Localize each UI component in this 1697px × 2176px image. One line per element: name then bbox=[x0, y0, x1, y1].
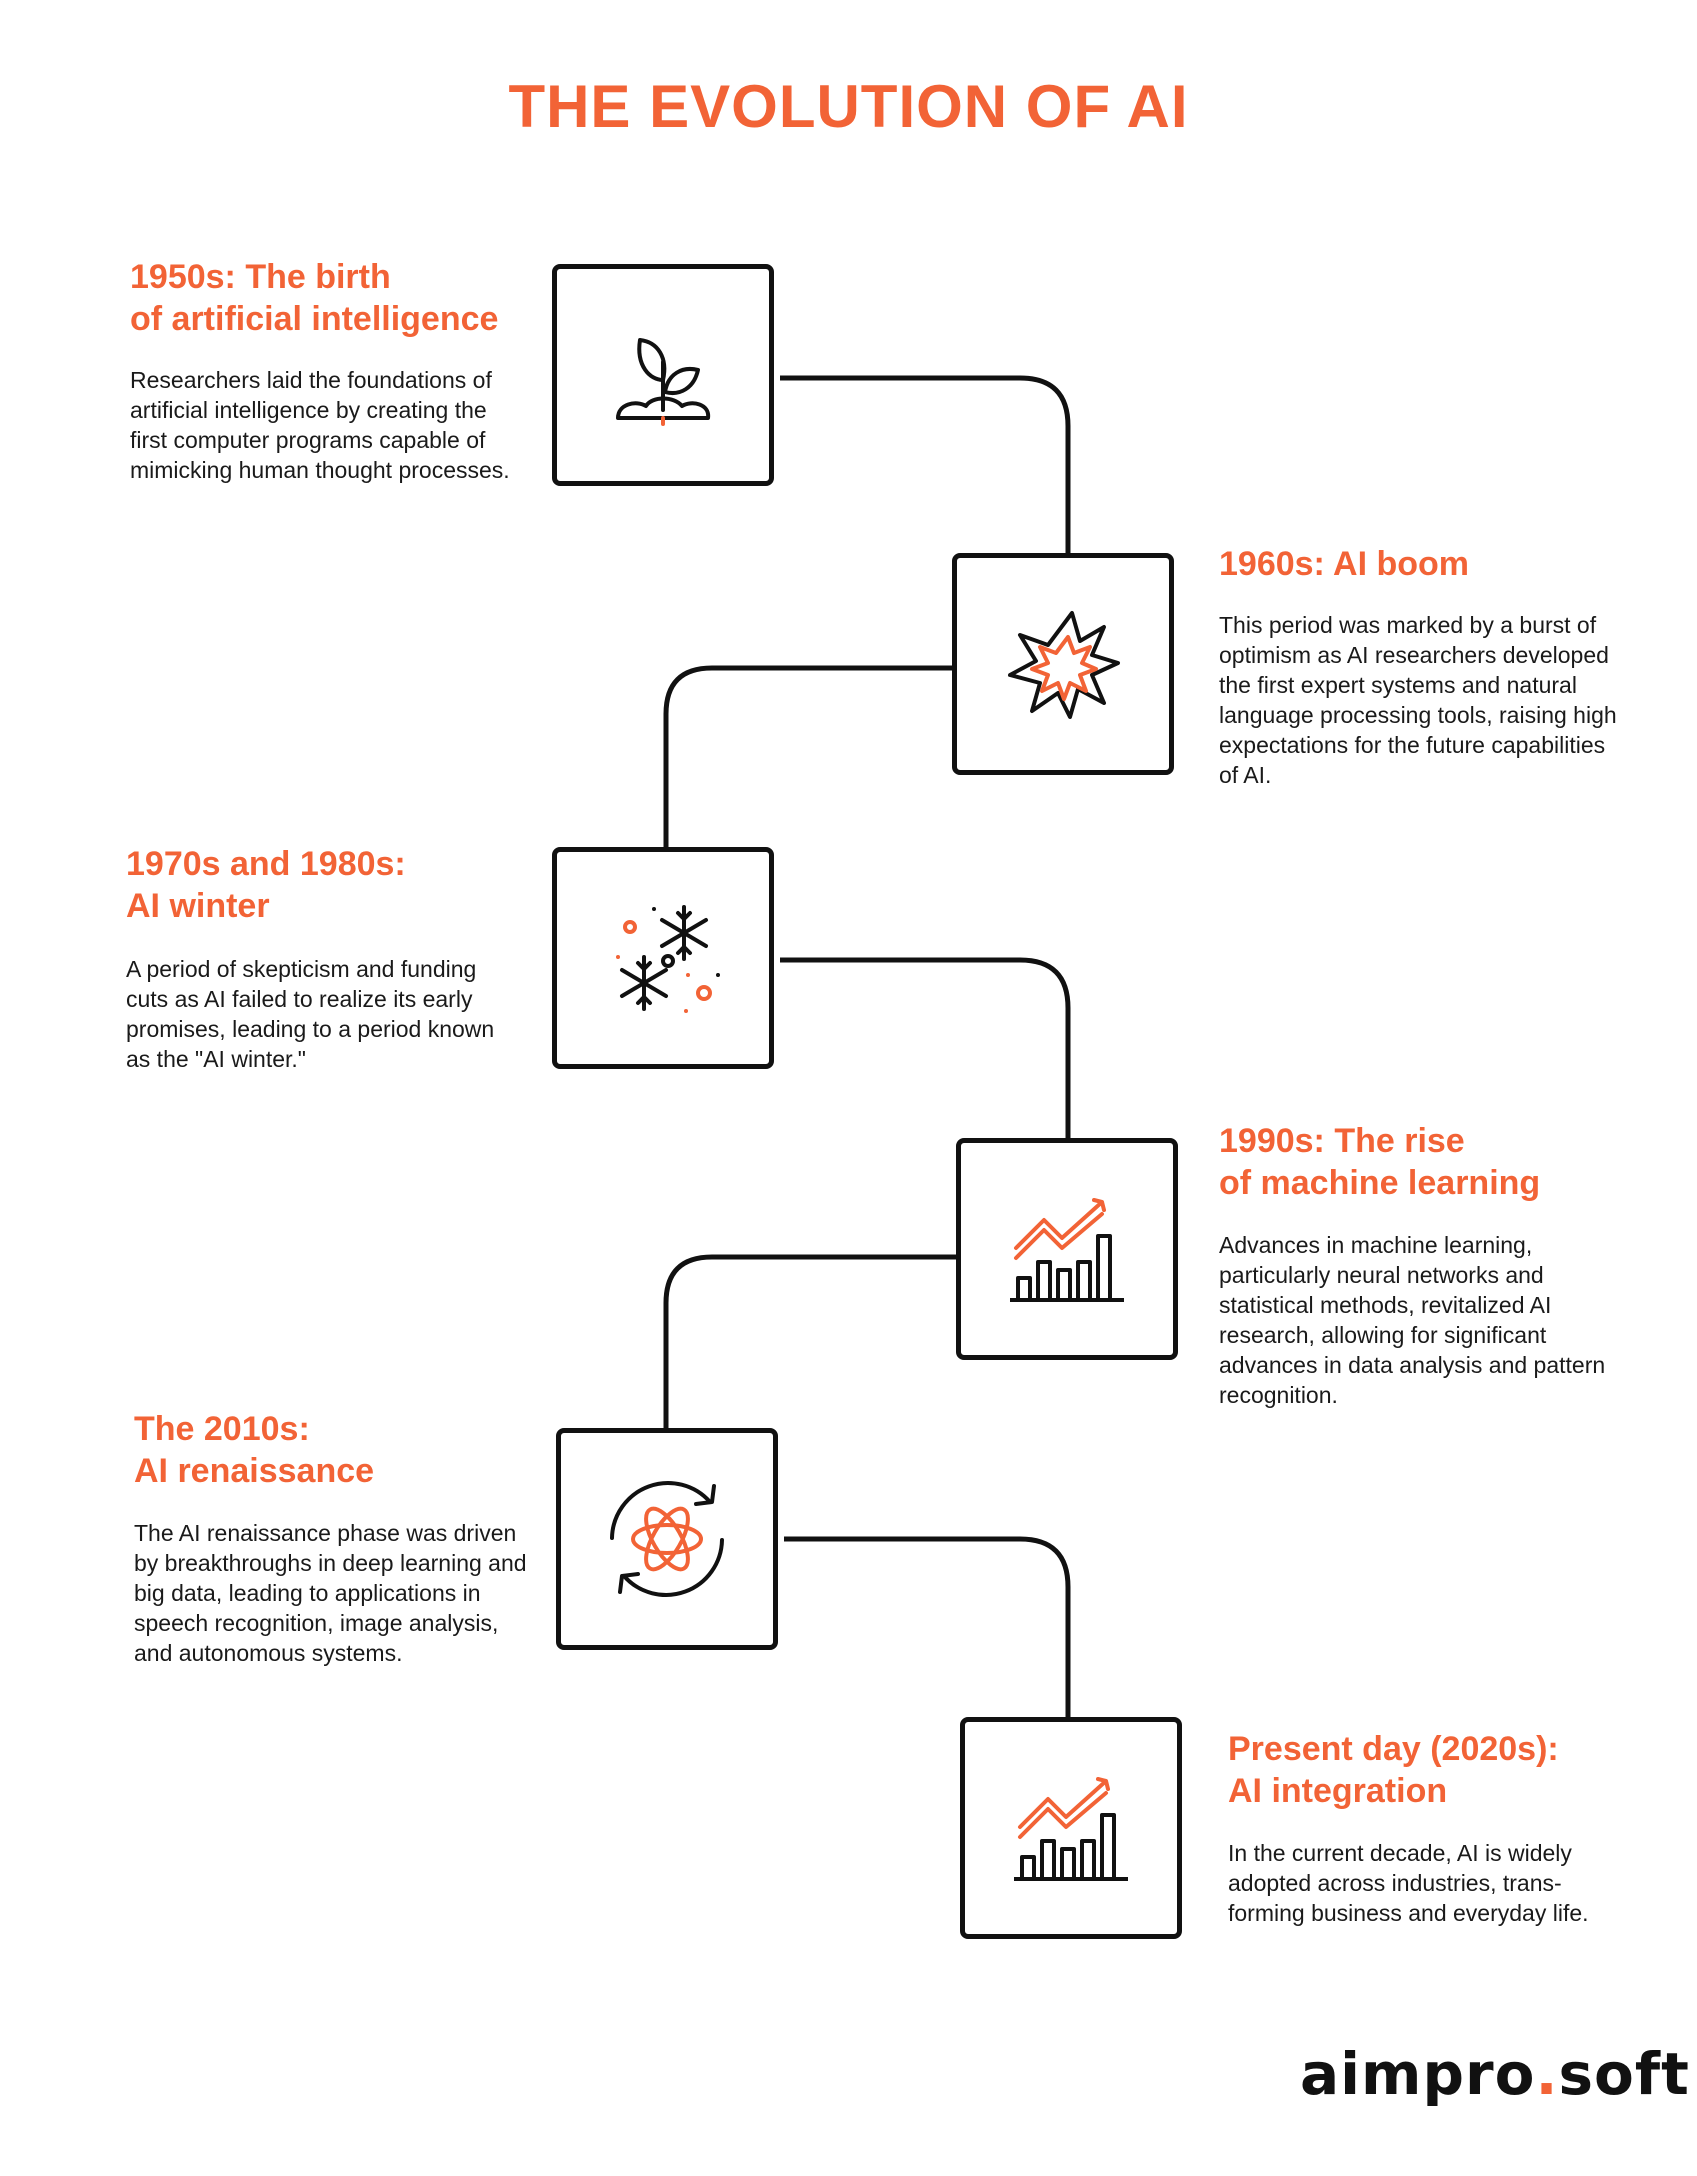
milestone-2020s-heading: Present day (2020s): AI integration bbox=[1228, 1730, 1559, 1810]
milestone-1990s-icon-box bbox=[956, 1138, 1178, 1360]
sprout-icon bbox=[588, 300, 738, 450]
growth-chart-icon bbox=[992, 1174, 1142, 1324]
milestone-1990s-heading: 1990s: The rise of machine learning bbox=[1219, 1122, 1541, 1202]
milestone-2020s-icon-box bbox=[960, 1717, 1182, 1939]
milestone-2010s-heading: The 2010s: AI renaissance bbox=[134, 1410, 375, 1490]
milestone-2010s-icon-box bbox=[556, 1428, 778, 1650]
milestone-1950s-description: Researchers laid the foundations of artificial intelligence by creating the first computer programs capable of mimicking human thought processes. bbox=[130, 367, 510, 483]
growth-chart-icon bbox=[996, 1753, 1146, 1903]
milestone-1960s-heading: 1960s: AI boom bbox=[1219, 545, 1470, 583]
milestone-1970s-icon-box bbox=[552, 847, 774, 1069]
burst-icon bbox=[988, 589, 1138, 739]
milestone-2020s-description: In the current decade, AI is widely adopted across industries, trans-forming business and everyday life. bbox=[1228, 1840, 1589, 1926]
snowflakes-icon bbox=[588, 883, 738, 1033]
milestone-2010s-description: The AI renaissance phase was driven by breakthroughs in deep learning and big data, leading to applications in speech recognition, image analysis, and autonomous systems. bbox=[134, 1520, 527, 1666]
page-title: THE EVOLUTION OF AI bbox=[508, 73, 1189, 140]
milestone-1960s-description: This period was marked by a burst of optimism as AI researchers developed the first expert systems and natural language processing tools, raising high expectations for the future capabilities of AI. bbox=[1219, 612, 1617, 788]
atom-cycle-icon bbox=[592, 1464, 742, 1614]
milestone-1960s-icon-box bbox=[952, 553, 1174, 775]
milestone-1950s-icon-box bbox=[552, 264, 774, 486]
brand-logo: aimpro.soft bbox=[1300, 2040, 1690, 2108]
milestone-1990s-description: Advances in machine learning, particularly neural networks and statistical methods, revitalized AI research, allowing for significant advances in data analysis and pattern recognition. bbox=[1219, 1232, 1606, 1408]
milestone-1970s-heading: 1970s and 1980s: AI winter bbox=[126, 845, 406, 925]
milestone-1950s-heading: 1950s: The birth of artificial intelligence bbox=[130, 258, 499, 338]
milestone-1970s-description: A period of skepticism and funding cuts as AI failed to realize its early promises, leading to a period known as the "AI winter." bbox=[126, 956, 495, 1072]
